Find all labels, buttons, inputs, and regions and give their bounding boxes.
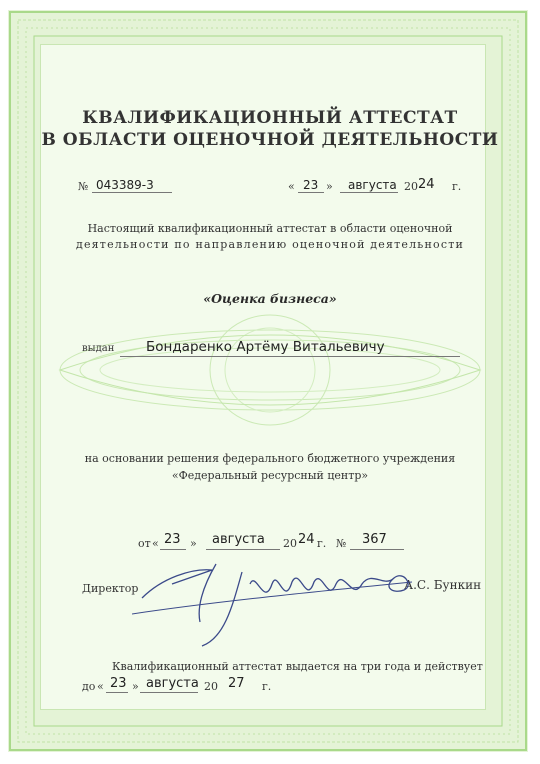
validity-open-quote: « <box>97 680 104 693</box>
title-line-1: КВАЛИФИКАЦИОННЫЙ АТТЕСТАТ <box>82 108 458 128</box>
intro-line-1: Настоящий квалификационный аттестат в области оценочной <box>87 222 453 235</box>
decision-day: 23 <box>164 532 181 547</box>
issue-date-year-prefix: 20 <box>404 180 418 193</box>
validity-year-prefix: 20 <box>204 680 218 693</box>
validity-month-underline <box>140 692 198 693</box>
decision-year-suffix: 24 <box>298 532 315 547</box>
issued-to-label: выдан <box>82 343 115 354</box>
issue-day-underline <box>298 192 324 193</box>
number-label: № <box>78 180 89 193</box>
decision-open-quote: « <box>152 537 159 550</box>
number-underline <box>92 192 172 193</box>
basis-line-2: «Федеральный ресурсный центр» <box>171 469 369 482</box>
director-signature <box>132 548 422 648</box>
validity-line-1: Квалификационный аттестат выдается на три года и действует <box>112 660 483 673</box>
decision-month: августа <box>212 532 265 547</box>
decision-year-prefix: 20 <box>283 537 297 550</box>
issue-date-day: 23 <box>303 178 319 192</box>
validity-month: августа <box>146 676 199 691</box>
issue-month-underline <box>340 192 398 193</box>
title-line-2: В ОБЛАСТИ ОЦЕНОЧНОЙ ДЕЯТЕЛЬНОСТИ <box>41 130 499 150</box>
issue-date-year-suffix: 24 <box>418 177 435 192</box>
validity-close-quote: » <box>132 680 139 693</box>
decision-number: 367 <box>362 532 387 547</box>
recipient-name: Бондаренко Артёму Витальевичу <box>146 339 385 355</box>
guilloche-rosette <box>40 300 500 440</box>
intro-line-2: деятельности по направлению оценочной деятельности <box>75 238 465 251</box>
validity-until-label: до <box>82 680 96 693</box>
validity-year-suffix: 27 <box>228 676 245 691</box>
decision-from-label: от <box>138 537 151 550</box>
issue-date-year-unit: г. <box>452 180 462 193</box>
assessment-direction: «Оценка бизнеса» <box>203 291 337 306</box>
validity-year-unit: г. <box>262 680 272 693</box>
validity-day: 23 <box>110 676 127 691</box>
validity-day-underline <box>106 692 128 693</box>
decision-year-unit: г. <box>317 537 327 550</box>
certificate-number: 043389-3 <box>96 178 154 192</box>
director-name: А.С. Бункин <box>404 578 482 592</box>
recipient-underline <box>120 356 460 357</box>
issue-date-close-quote: » <box>326 180 333 193</box>
decision-close-quote: » <box>190 537 197 550</box>
basis-line-1: на основании решения федерального бюджетного учреждения <box>84 452 456 465</box>
decision-number-label: № <box>336 537 347 550</box>
director-label: Директор <box>82 582 139 595</box>
issue-date-month: августа <box>348 178 397 192</box>
issue-date-open-quote: « <box>288 180 295 193</box>
